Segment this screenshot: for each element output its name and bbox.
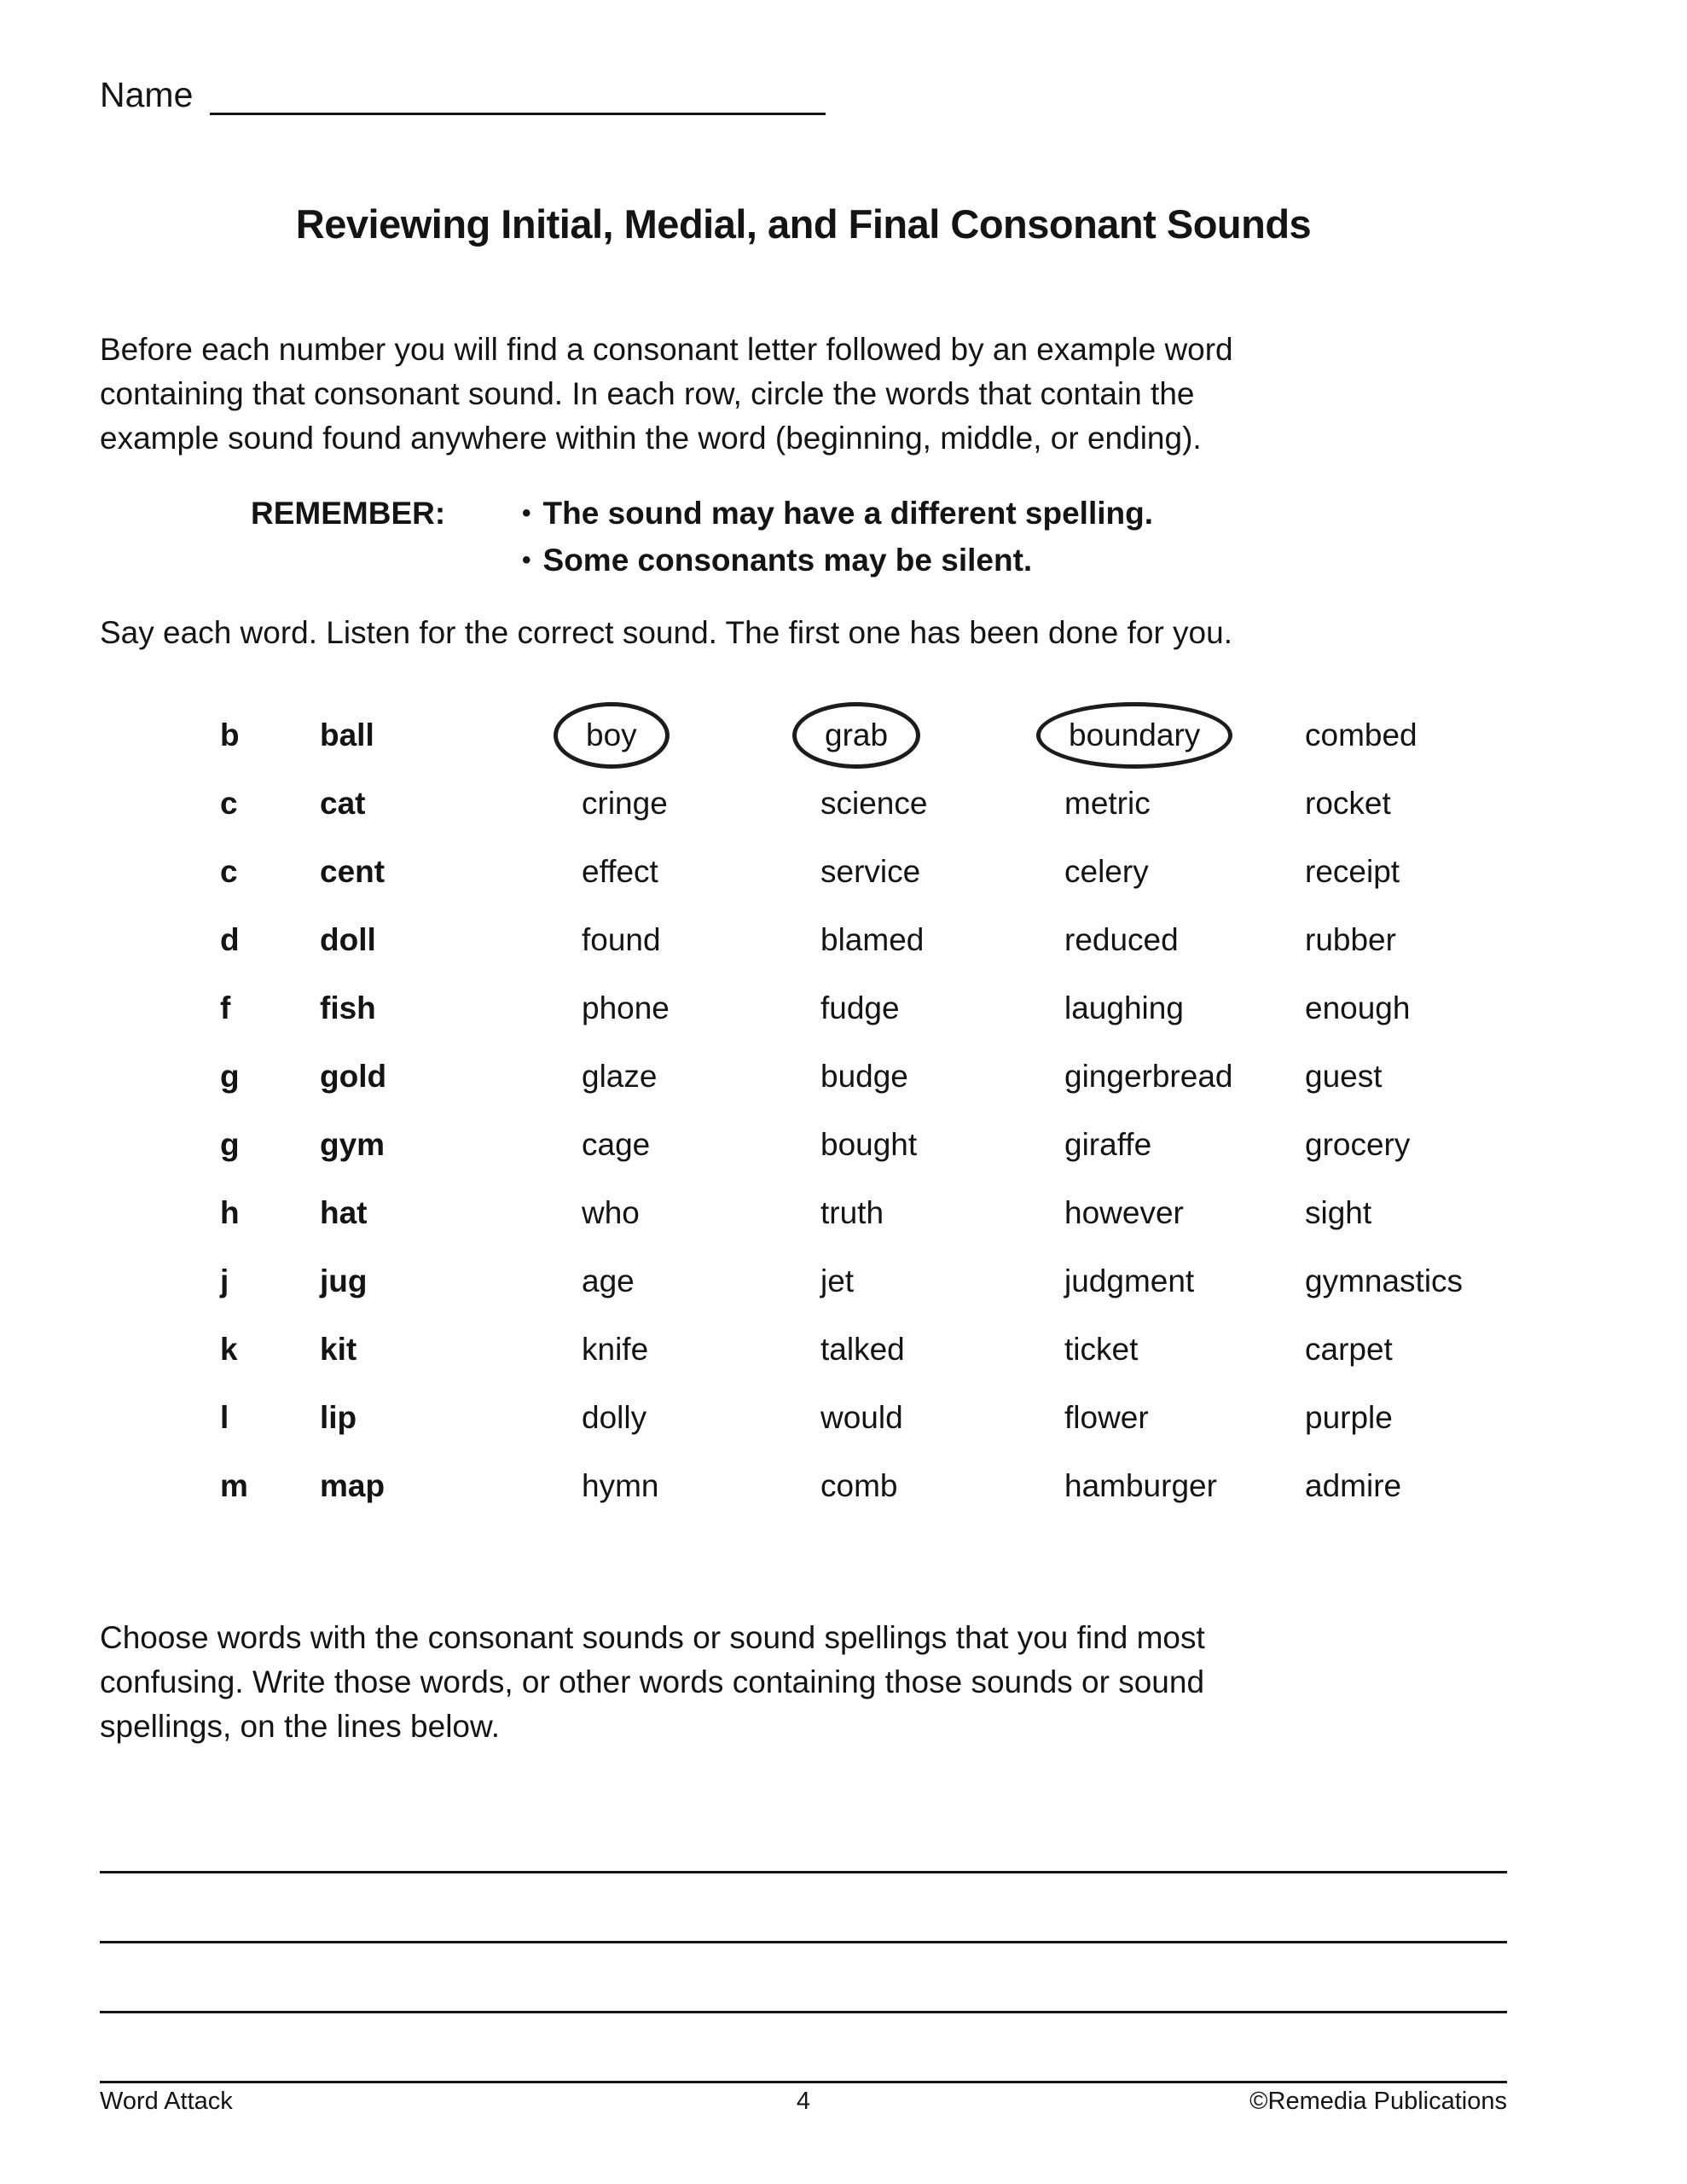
table-row bbox=[220, 838, 1507, 906]
word-cell bbox=[582, 922, 820, 958]
word[interactable]: science bbox=[820, 786, 928, 821]
word[interactable]: truth bbox=[820, 1195, 884, 1230]
table-row bbox=[220, 1384, 1507, 1452]
word[interactable]: ticket bbox=[1064, 1332, 1139, 1367]
table-row bbox=[220, 906, 1507, 974]
writing-line[interactable] bbox=[100, 1804, 1507, 1873]
example-word: fish bbox=[320, 990, 376, 1025]
word[interactable]: rubber bbox=[1305, 922, 1396, 957]
word-circled[interactable]: grab bbox=[792, 702, 920, 769]
name-input-line[interactable] bbox=[210, 75, 826, 115]
consonant-letter: d bbox=[220, 922, 240, 957]
bullet-icon: • bbox=[522, 546, 531, 574]
name-row bbox=[100, 75, 1507, 115]
example-word: gym bbox=[320, 1127, 386, 1162]
consonant-letter: g bbox=[220, 1059, 240, 1094]
word-cell bbox=[1064, 922, 1305, 958]
page-number: 4 bbox=[796, 2088, 811, 2115]
intro-paragraph bbox=[100, 328, 1507, 461]
consonant-letter: l bbox=[220, 1400, 229, 1435]
footer-book-title: Word Attack bbox=[100, 2088, 233, 2115]
word-cell bbox=[820, 1332, 1064, 1368]
word[interactable]: giraffe bbox=[1064, 1127, 1152, 1162]
table-row bbox=[220, 974, 1507, 1043]
word[interactable]: blamed bbox=[820, 922, 925, 957]
remember-block bbox=[100, 491, 1507, 585]
word[interactable]: however bbox=[1064, 1195, 1184, 1230]
word-cell bbox=[1064, 1059, 1305, 1095]
word-cell bbox=[1064, 1332, 1305, 1368]
bullet-icon: • bbox=[522, 499, 531, 527]
word[interactable]: metric bbox=[1064, 786, 1151, 821]
word[interactable]: cage bbox=[582, 1127, 651, 1162]
word-cell bbox=[820, 786, 1064, 822]
word-cell bbox=[582, 990, 820, 1026]
example-word: ball bbox=[320, 717, 374, 752]
word-cell bbox=[1064, 1263, 1305, 1299]
footer-publisher: ©Remedia Publications bbox=[1249, 2088, 1507, 2115]
word-cell bbox=[820, 1195, 1064, 1231]
word-cell bbox=[820, 1400, 1064, 1436]
word[interactable]: combed bbox=[1305, 717, 1417, 752]
consonant-letter: c bbox=[220, 854, 238, 889]
word[interactable]: bought bbox=[820, 1127, 918, 1162]
word[interactable]: fudge bbox=[820, 990, 900, 1025]
consonant-word-table bbox=[220, 701, 1507, 1520]
word-cell bbox=[1305, 1195, 1507, 1231]
closing-line: Choose words with the consonant sounds or sound spellings that you find most bbox=[100, 1620, 1205, 1655]
consonant-letter: j bbox=[220, 1263, 229, 1298]
example-word: hat bbox=[320, 1195, 368, 1230]
word-cell bbox=[1305, 990, 1507, 1026]
example-word: jug bbox=[320, 1263, 368, 1298]
word-cell bbox=[1305, 1263, 1507, 1299]
word-cell bbox=[1064, 1195, 1305, 1231]
word-cell bbox=[1064, 990, 1305, 1026]
word[interactable]: glaze bbox=[582, 1059, 658, 1094]
writing-line[interactable] bbox=[100, 1943, 1507, 2013]
word[interactable]: rocket bbox=[1305, 786, 1391, 821]
word-cell bbox=[820, 1059, 1064, 1095]
word-cell bbox=[820, 854, 1064, 890]
word[interactable]: admire bbox=[1305, 1468, 1402, 1503]
consonant-letter: g bbox=[220, 1127, 240, 1162]
example-word: cent bbox=[320, 854, 386, 889]
word-cell bbox=[582, 1468, 820, 1504]
consonant-letter: f bbox=[220, 990, 231, 1025]
word[interactable]: comb bbox=[820, 1468, 898, 1503]
consonant-letter: c bbox=[220, 786, 238, 821]
example-word: map bbox=[320, 1468, 386, 1503]
word[interactable]: flower bbox=[1064, 1400, 1149, 1435]
writing-lines bbox=[100, 1804, 1507, 2083]
word[interactable]: receipt bbox=[1305, 854, 1400, 889]
table-row bbox=[220, 1179, 1507, 1247]
word-cell bbox=[582, 786, 820, 822]
intro-line: example sound found anywhere within the word (beginning, middle, or ending). bbox=[100, 421, 1202, 456]
word[interactable]: effect bbox=[582, 854, 658, 889]
word[interactable]: age bbox=[582, 1263, 635, 1298]
remember-point bbox=[522, 538, 1153, 585]
remember-label: REMEMBER: bbox=[251, 496, 446, 531]
consonant-letter: b bbox=[220, 717, 240, 752]
word[interactable]: jet bbox=[820, 1263, 855, 1298]
word-cell bbox=[820, 1263, 1064, 1299]
writing-line[interactable] bbox=[100, 2013, 1507, 2083]
word-cell bbox=[1305, 717, 1507, 753]
word[interactable]: budge bbox=[820, 1059, 908, 1094]
consonant-letter: h bbox=[220, 1195, 240, 1230]
example-word: lip bbox=[320, 1400, 357, 1435]
closing-line: confusing. Write those words, or other words containing those sounds or sound bbox=[100, 1664, 1205, 1699]
example-word: kit bbox=[320, 1332, 357, 1367]
table-row bbox=[220, 1111, 1507, 1179]
word-cell bbox=[1305, 922, 1507, 958]
word-cell bbox=[820, 1127, 1064, 1163]
page-content bbox=[100, 0, 1507, 2083]
word-cell bbox=[1305, 1400, 1507, 1436]
word[interactable]: who bbox=[582, 1195, 640, 1230]
word-cell bbox=[1305, 1127, 1507, 1163]
word-cell bbox=[582, 1195, 820, 1231]
word[interactable]: hymn bbox=[582, 1468, 659, 1503]
word[interactable]: sight bbox=[1305, 1195, 1372, 1230]
word[interactable]: service bbox=[820, 854, 921, 889]
word-cell bbox=[1305, 1468, 1507, 1504]
table-row bbox=[220, 1247, 1507, 1316]
word[interactable]: purple bbox=[1305, 1400, 1393, 1435]
word[interactable]: phone bbox=[582, 990, 670, 1025]
consonant-letter: m bbox=[220, 1468, 248, 1503]
word[interactable]: hamburger bbox=[1064, 1468, 1217, 1503]
intro-line: Before each number you will find a consonant letter followed by an example word bbox=[100, 332, 1233, 367]
word-circled[interactable]: boundary bbox=[1036, 702, 1232, 769]
remember-point-text: Some consonants may be silent. bbox=[542, 543, 1033, 578]
word-cell bbox=[820, 713, 1064, 758]
table-row bbox=[220, 770, 1507, 838]
word-cell bbox=[1064, 713, 1305, 758]
word[interactable]: knife bbox=[582, 1332, 649, 1367]
table-row bbox=[220, 1316, 1507, 1384]
word-cell bbox=[820, 1468, 1064, 1504]
writing-line[interactable] bbox=[100, 1873, 1507, 1943]
word-cell bbox=[582, 713, 820, 758]
table-row bbox=[220, 701, 1507, 770]
word-circled[interactable]: boy bbox=[554, 702, 670, 769]
word[interactable]: cringe bbox=[582, 786, 668, 821]
table-row bbox=[220, 1452, 1507, 1520]
word[interactable]: gymnastics bbox=[1305, 1263, 1464, 1298]
consonant-letter: k bbox=[220, 1332, 238, 1367]
word[interactable]: enough bbox=[1305, 990, 1411, 1025]
word[interactable]: guest bbox=[1305, 1059, 1383, 1094]
word[interactable]: talked bbox=[820, 1332, 905, 1367]
word-cell bbox=[1305, 1059, 1507, 1095]
word[interactable]: celery bbox=[1064, 854, 1149, 889]
table-row bbox=[220, 1043, 1507, 1111]
say-instruction: Say each word. Listen for the correct sound. The first one has been done for you. bbox=[100, 615, 1232, 650]
example-word: cat bbox=[320, 786, 366, 821]
example-word: doll bbox=[320, 922, 376, 957]
word[interactable]: grocery bbox=[1305, 1127, 1411, 1162]
remember-points bbox=[522, 491, 1153, 585]
word-cell bbox=[1064, 1468, 1305, 1504]
example-word: gold bbox=[320, 1059, 387, 1094]
closing-line: spellings, on the lines below. bbox=[100, 1709, 500, 1744]
word-cell bbox=[1064, 1400, 1305, 1436]
remember-point bbox=[522, 491, 1153, 538]
page-footer bbox=[100, 2088, 1507, 2116]
word[interactable]: found bbox=[582, 922, 661, 957]
word-cell bbox=[1064, 1127, 1305, 1163]
word-cell bbox=[582, 854, 820, 890]
word[interactable]: reduced bbox=[1064, 922, 1179, 957]
word-cell bbox=[582, 1059, 820, 1095]
word-cell bbox=[582, 1127, 820, 1163]
word-cell bbox=[1305, 786, 1507, 822]
intro-line: containing that consonant sound. In each row, circle the words that contain the bbox=[100, 376, 1195, 411]
word-cell bbox=[582, 1263, 820, 1299]
word-cell bbox=[1064, 786, 1305, 822]
word[interactable]: would bbox=[820, 1400, 903, 1435]
closing-paragraph bbox=[100, 1616, 1507, 1749]
word-cell bbox=[582, 1400, 820, 1436]
remember-point-text: The sound may have a different spelling. bbox=[542, 496, 1153, 531]
name-label: Name bbox=[100, 75, 194, 114]
word[interactable]: laughing bbox=[1064, 990, 1184, 1025]
word[interactable]: dolly bbox=[582, 1400, 647, 1435]
word-cell bbox=[820, 922, 1064, 958]
word[interactable]: judgment bbox=[1064, 1263, 1195, 1298]
word-cell bbox=[1305, 854, 1507, 890]
word[interactable]: gingerbread bbox=[1064, 1059, 1233, 1094]
word[interactable]: carpet bbox=[1305, 1332, 1393, 1367]
word-cell bbox=[1305, 1332, 1507, 1368]
word-cell bbox=[1064, 854, 1305, 890]
page-title: Reviewing Initial, Medial, and Final Consonant Sounds bbox=[295, 201, 1312, 247]
word-cell bbox=[820, 990, 1064, 1026]
word-cell bbox=[582, 1332, 820, 1368]
